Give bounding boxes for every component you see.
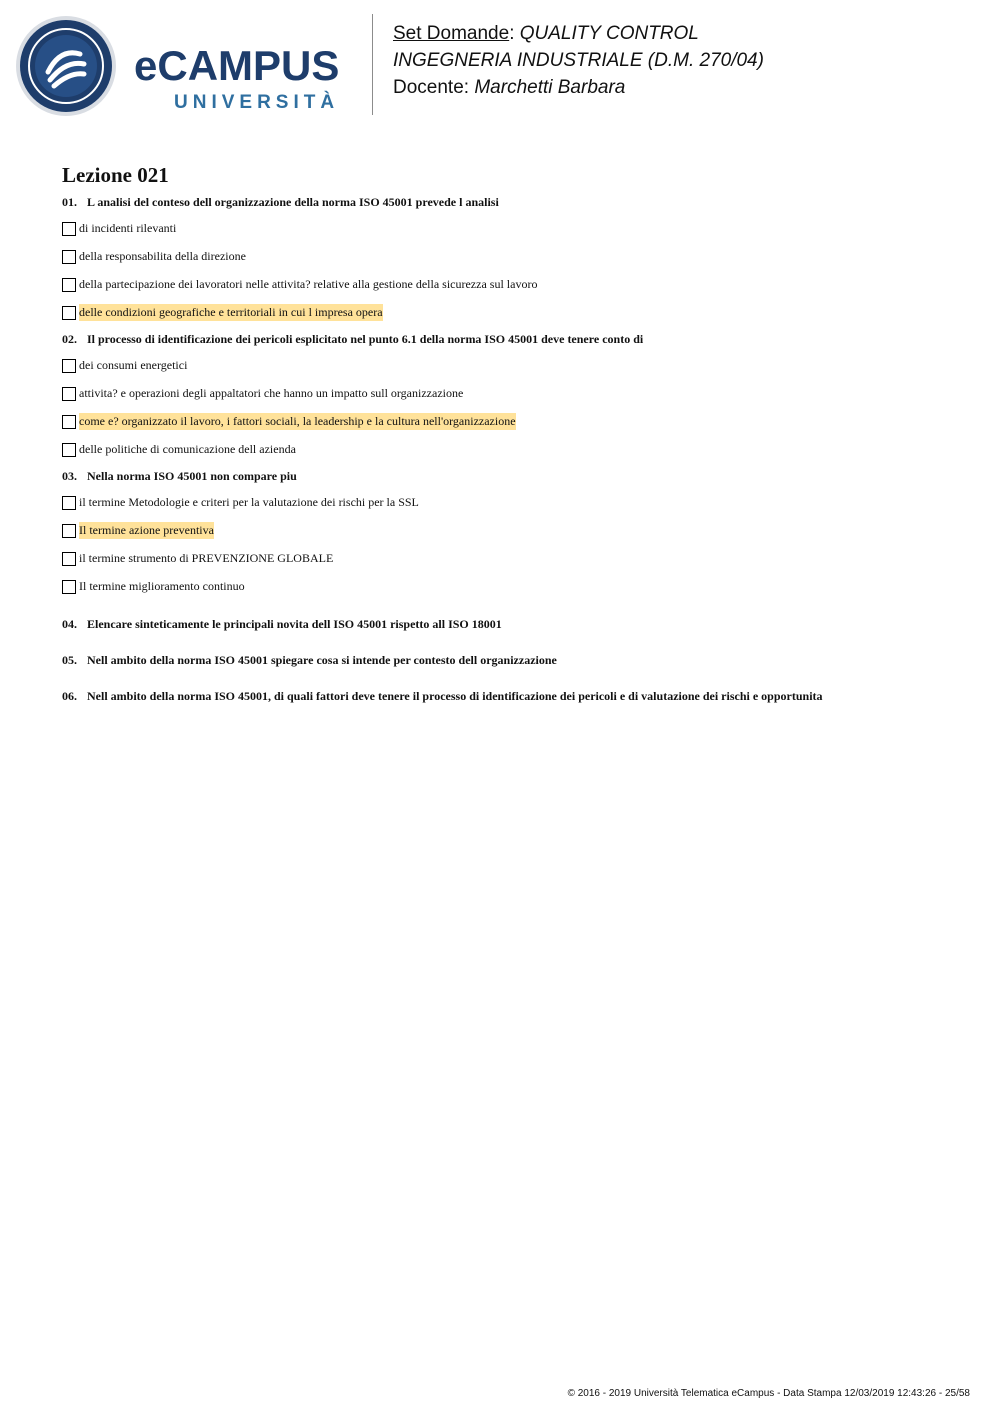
question-4 [62,616,962,632]
svg-text:UNIVERSITÀ: UNIVERSITÀ [174,92,340,113]
answer-text: della responsabilita della direzione [79,249,246,263]
document-body [62,160,962,704]
question-title [62,468,962,484]
question-title [62,652,962,668]
checkbox[interactable] [62,552,76,566]
header-info [393,20,764,101]
checkbox[interactable] [62,278,76,292]
page-footer: © 2016 - 2019 Università Telematica eCampus - Data Stampa 12/03/2019 12:43:26 - 25/58 [567,1388,970,1399]
question-title [62,194,962,210]
question-number: 03. [62,469,77,483]
answer-option[interactable] [62,521,962,540]
question-5 [62,652,962,668]
question-text: Nell ambito della norma ISO 45001 spiegare cosa si intende per contesto dell organizzazione [87,653,557,667]
answer-text: dei consumi energetici [79,358,188,372]
question-list [62,194,962,704]
highlighted-answer-text: come e? organizzato il lavoro, i fattori sociali, la leadership e la cultura nell'organizzazione [79,414,516,428]
checkbox[interactable] [62,359,76,373]
lesson-title: Lezione 021 [62,163,169,187]
answer-option[interactable] [62,303,962,322]
course-name: INGEGNERIA INDUSTRIALE (D.M. 270/04) [393,50,764,71]
answer-text: il termine strumento di PREVENZIONE GLOBALE [79,551,334,565]
answer-text: di incidenti rilevanti [79,221,177,235]
answer-option[interactable] [62,356,962,375]
svg-text:eCAMPUS: eCAMPUS [134,42,340,89]
question-number: 05. [62,653,77,667]
answer-option[interactable] [62,219,962,238]
question-number: 04. [62,617,77,631]
teacher-label: Docente [393,77,464,98]
answer-option[interactable] [62,440,962,459]
question-1 [62,194,962,322]
checkbox[interactable] [62,387,76,401]
answer-text: della partecipazione dei lavoratori nelle attivita? relative alla gestione della sicurezza sul lavoro [79,277,538,291]
checkbox[interactable] [62,443,76,457]
checkbox[interactable] [62,496,76,510]
checkbox[interactable] [62,580,76,594]
checkbox[interactable] [62,306,76,320]
question-text: L analisi del conteso dell organizzazione della norma ISO 45001 prevede l analisi [87,195,499,209]
teacher-line: Docente: Marchetti Barbara [393,77,626,98]
header-divider [372,14,373,115]
question-2 [62,331,962,459]
checkbox[interactable] [62,415,76,429]
question-number: 02. [62,332,77,346]
question-3 [62,468,962,596]
teacher-name: Marchetti Barbara [474,77,626,98]
question-text: Nella norma ISO 45001 non compare piu [87,469,297,483]
question-title [62,616,962,632]
checkbox[interactable] [62,222,76,236]
set-value: QUALITY CONTROL [519,23,699,44]
answer-option[interactable] [62,549,962,568]
answer-option[interactable] [62,384,962,403]
question-title [62,688,962,704]
ecampus-logo [14,14,364,118]
question-text: Il processo di identificazione dei pericoli esplicitato nel punto 6.1 della norma ISO 45001 deve tenere conto di [87,332,644,346]
question-text: Elencare sinteticamente le principali novita dell ISO 45001 rispetto all ISO 18001 [87,617,502,631]
answer-text: attivita? e operazioni degli appaltatori che hanno un impatto sull organizzazione [79,386,464,400]
answer-text: delle politiche di comunicazione dell azienda [79,442,296,456]
answer-option[interactable] [62,493,962,512]
question-number: 06. [62,689,77,703]
highlighted-answer-text: Il termine azione preventiva [79,523,214,537]
answer-text: Il termine miglioramento continuo [79,579,245,593]
checkbox[interactable] [62,250,76,264]
answer-text: il termine Metodologie e criteri per la valutazione dei rischi per la SSL [79,495,419,509]
answer-option[interactable] [62,577,962,596]
highlighted-answer-text: delle condizioni geografiche e territoriali in cui l impresa opera [79,305,383,319]
question-6 [62,688,962,704]
question-text: Nell ambito della norma ISO 45001, di quali fattori deve tenere il processo di identificazione dei pericoli e di valutazione dei rischi e opportunita [87,689,823,703]
set-label: Set Domande [393,23,510,44]
answer-option[interactable] [62,412,962,431]
page-header [0,0,1000,130]
question-title [62,331,962,347]
answer-option[interactable] [62,247,962,266]
checkbox[interactable] [62,524,76,538]
answer-option[interactable] [62,275,962,294]
course-line [393,47,764,74]
set-domande-line: Set Domande: QUALITY CONTROL [393,23,699,44]
question-number: 01. [62,195,77,209]
